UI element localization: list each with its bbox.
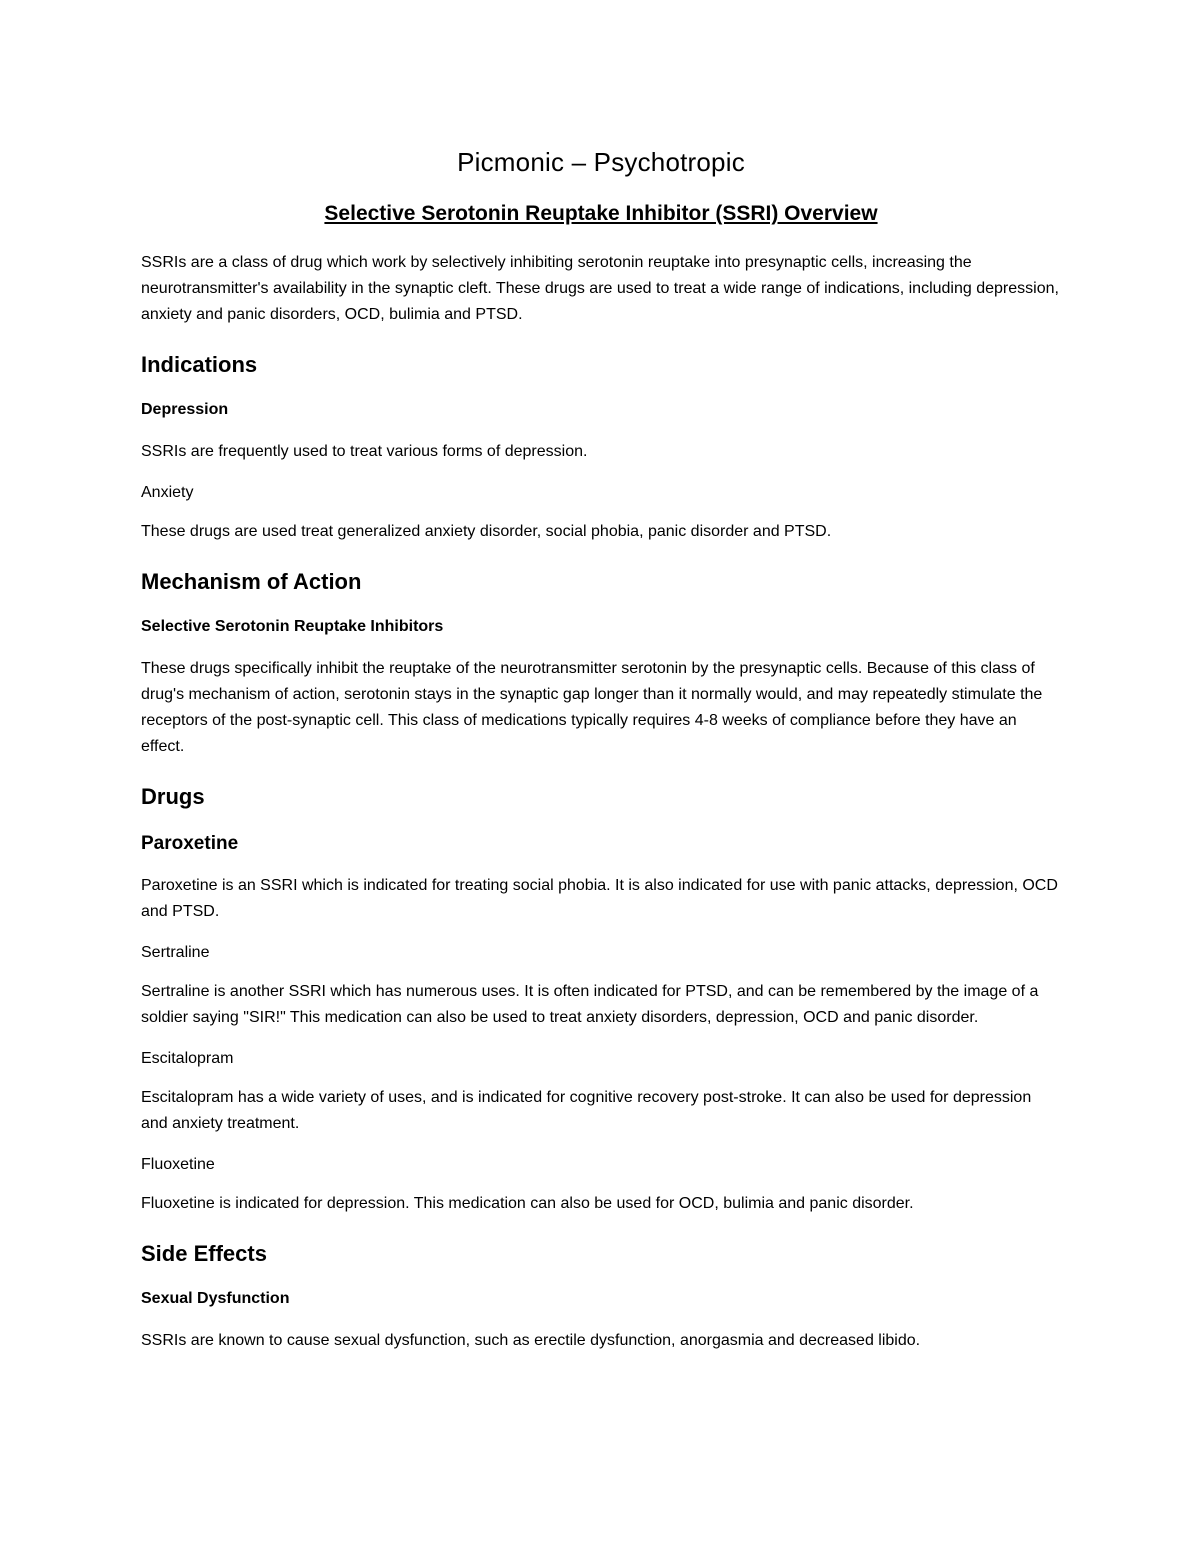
escitalopram-text: Escitalopram has a wide variety of uses, and is indicated for cognitive recovery post-stroke. It can also be used for depression and anxiety treatment. (141, 1089, 1032, 1132)
paroxetine-text: Paroxetine is an SSRI which is indicated for treating social phobia. It is also indicated for use with panic attacks, depression, OCD and PTSD. (141, 877, 1058, 920)
sexual-dysfunction-text: SSRIs are known to cause sexual dysfunction, such as erectile dysfunction, anorgasmia and decreased libido. (141, 1332, 921, 1349)
side-effects-heading: Side Effects (141, 1241, 267, 1266)
anxiety-heading: Anxiety (141, 484, 194, 501)
sertraline-heading: Sertraline (141, 944, 210, 961)
intro-paragraph: SSRIs are a class of drug which work by selectively inhibiting serotonin reuptake into presynaptic cells, increasing the neurotransmitter's availability in the synaptic cleft. These drugs are used to treat a wide range of indications, including depression, anxiety and panic disorders, OCD, bulimia and PTSD. (141, 254, 1059, 323)
depression-text: SSRIs are frequently used to treat various forms of depression. (141, 443, 588, 460)
document-content (141, 146, 1061, 1354)
document-title: Picmonic – Psychotropic (457, 147, 745, 177)
mechanism-text: These drugs specifically inhibit the reuptake of the neurotransmitter serotonin by the presynaptic cells. Because of this class of drug's mechanism of action, serotonin stays in the synaptic gap longer than it normally would, and may repeatedly stimulate the receptors of the post-synaptic cell. This class of medications typically requires 4-8 weeks of compliance before they have an effect. (141, 660, 1043, 755)
mechanism-heading: Mechanism of Action (141, 569, 362, 594)
mechanism-subheading: Selective Serotonin Reuptake Inhibitors (141, 618, 444, 635)
sertraline-text: Sertraline is another SSRI which has numerous uses. It is often indicated for PTSD, and can be remembered by the image of a soldier saying "SIR!" This medication can also be used to treat anxiety disorders, depression, OCD and panic disorder. (141, 983, 1039, 1026)
depression-heading: Depression (141, 401, 229, 418)
fluoxetine-text: Fluoxetine is indicated for depression. This medication can also be used for OCD, bulimia and panic disorder. (141, 1195, 914, 1212)
paroxetine-heading: Paroxetine (141, 833, 239, 854)
document-subtitle: Selective Serotonin Reuptake Inhibitor (SSRI) Overview (324, 202, 878, 225)
indications-heading: Indications (141, 352, 258, 377)
escitalopram-heading: Escitalopram (141, 1050, 234, 1067)
anxiety-text: These drugs are used treat generalized anxiety disorder, social phobia, panic disorder and PTSD. (141, 523, 832, 540)
drugs-heading: Drugs (141, 784, 205, 809)
fluoxetine-heading: Fluoxetine (141, 1156, 215, 1173)
sexual-dysfunction-heading: Sexual Dysfunction (141, 1290, 290, 1307)
